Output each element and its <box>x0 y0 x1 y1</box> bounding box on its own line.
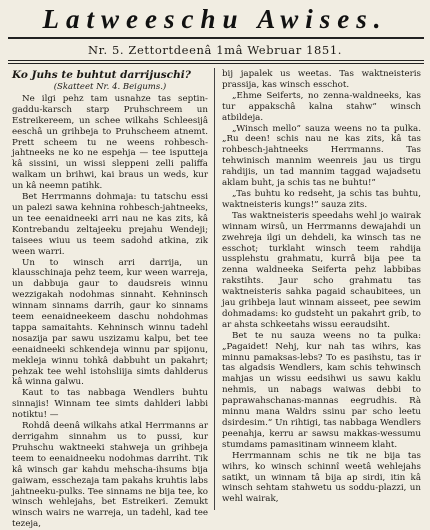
paragraph: Bet te nu sauza weens no ta pulka: „Pagaidet! Nehj, kur nah tas wihrs, kas minnu pamaksas-lebs? To es pasihstu, tas ir tas algadsis Wendlers, kam schis tehwinsch mahjas un wissu eedsihwi us sawu kaklu nehmis, un nabags waiwas debbi to paprawahschanas-mannas eegrudhis. Rà minnu mana Waldrs ssinu par scho leetu dsirdesim.” Un rihtigi, tas nabbaga Wendlers peenahja, kerru ar sawsu makkas-wessumu stumdams pamasitinam winneem klaht. <box>222 330 421 450</box>
masthead <box>0 4 430 34</box>
paragraph: Kaut to tas nabbaga Wendlers buhtu sinnajis! Winnam tee simts dahlderi labbi notiktu! — <box>12 388 208 421</box>
paragraph: bij japalek us weetas. Tas waktneisteris prassija, kas winsch esschot. <box>222 69 421 90</box>
paragraph: Herrmannam schis ne tik ne bija tas wihrs, ko winsch schinnî weetâ wehlejahs satikt, un winnam tâ bija ap sirdi, itin kâ winsch sehtam stahwetu us soddu-plazzi, un wehl wairak, <box>222 450 421 505</box>
paragraph: Rohdâ deenâ wilkahs atkal Herrmanns ar derrigahm sinnahm us to pussi, kur Pruhschu waktneeki stahweja un grihbeja teem to eenaidneeku nodohmas darriht. Tik kâ winsch gar kahdu mehscha-ihsums bija gaiwam, esschezaja tam pakahs kruhtis labs jahtneeku-pulks. Tee sinnams ne bija tee, ko winsch wehlejahs, bet Estreikeri. Zemukt winsch wairs ne warreja, un tadehl, kad tee tezeja, <box>12 421 208 530</box>
article-heading: Ko Juhs te buhtut darrijuschi? <box>12 69 191 81</box>
newspaper-title: Latweeschu Awises. <box>42 3 388 34</box>
paragraph: Un to winsch arri darrija, un klausschinaja pehz teem, kur ween warreja, un dabbuja gaur to daudsreis winnu wezzigakah nodohmas sinnaht. Kehninsch winnam sinnams darrih, gaur ko sinnams teem eenaidneekeem daschu nohdohmas tappa samaitahts. Kehninsch winnu tadehl nosazija par sawu uszizamu kalpu, bet tee eenaidneeki schkendeja winnu par spijonu, mekleja winnu tohkâ dabbuht un pakahrt; pehzak tee wehl istohsliija simts dahlderus kâ winna galwu. <box>12 257 208 388</box>
paragraph: Tas waktneisteris speedahs wehl jo wairak winnam wirsû, un Herrmanns dewajahdi un zwehreja ilgi un dehdeli, ka winsch tas ne esschot; turklaht winsch teem rahdija ussplehstu grahmatu, kurrâ bija pee ta zenna waldneeka Seiferta pehz labbibas rakstihts. Jaur scho grahmatu tas waktneisteris sahka pagaid schaubitees, un jau grihbeja laut winnam aisseet, pee sewim dohmadams: ko gudsteht un pakahrt grib, to ar ahsta schkeetahs wissu eeraudsiht. <box>222 210 421 330</box>
issue-line: Nr. 5. Zettortdeenâ 1mâ Webruar 1851. <box>87 43 343 57</box>
paragraph: „Tas buhtu ko redseht, ja schis tas buhtu, waktneisteris kungs!” sauza zits. <box>222 188 421 210</box>
paragraph: „Ehme Seiferts, no zenna-waldneeks, kas tur appakschâ kalna stahw” winsch atbildeja. <box>222 90 421 123</box>
issue-rule-top <box>8 60 424 61</box>
left-column <box>12 69 208 530</box>
issue-rule-bottom <box>8 63 424 64</box>
article-subheading: (Skatteet Nr. 4. Beigums.) <box>53 82 167 92</box>
paragraph: Ne ilgi pehz tam usnahze tas septin-gaddu-karsch starp Pruhschreem un Estreikereem, un schee wilkahs Schleesijâ eeschâ un grihbeja to Pruhscheem atnemt. Prett scheem tu ne weens rohbesch-jahtneeks ne ko ne espehja — tee isputteja kâ sissini, un wissi sleppeni zelli paliffa walkam un brihwi, kai braus un weds, kur un kâ neemn patihk. <box>12 93 208 192</box>
right-column <box>222 69 421 512</box>
column-divider <box>214 68 215 510</box>
paragraph: „Winsch mello” sauza weens no ta pulka. „Ru deen! schis nau ne kas zits, kâ tas rohbesch-jahtneeks Herrmanns. Tas tehwinisch mannim weenreis jau us tirgu rahdijis, un tad mannim taggad wajadsetu aklam buht, ja schis tas ne buhtu!” <box>222 123 421 189</box>
paragraph: Bet Herrmanns dohmaja: tu tatschu essi un palezi sawa kehnina rohbesch-jahtneeks, un tee eenaidneeki arri nau ne kas zits, kâ Kontrebandu zeltajeeku prejahu Wendeji; taisees wiuu us teem sadohd atkina, zik ween warri. <box>12 192 208 257</box>
masthead-rule <box>8 37 424 39</box>
